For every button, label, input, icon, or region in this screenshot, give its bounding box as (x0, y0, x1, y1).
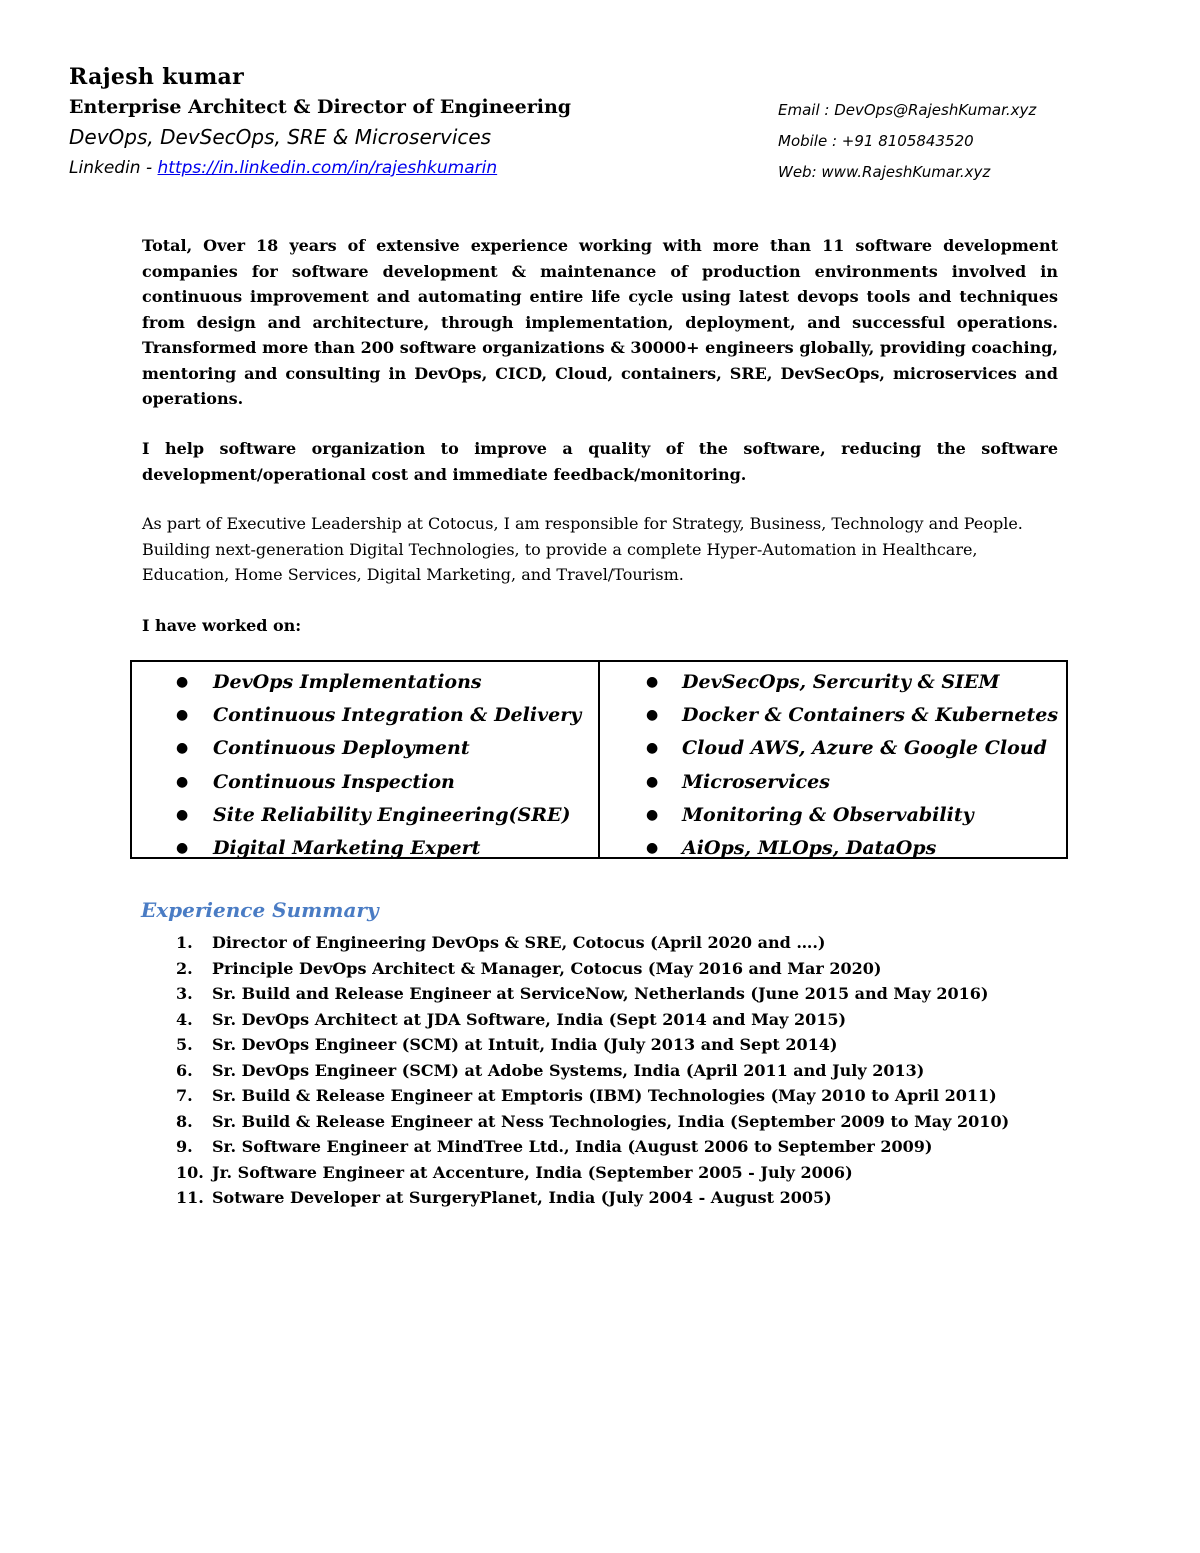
experience-item (142, 1160, 1142, 1186)
bullet-icon: ● (646, 806, 659, 823)
worked-on-heading: I have worked on: (142, 616, 302, 635)
experience-text: Sr. Build & Release Engineer at Emptoris (IBM) Technologies (May 2010 to April 2011) (212, 1086, 997, 1105)
skill-label: DevOps Implementations (213, 671, 482, 693)
skill-item (600, 666, 1066, 699)
skill-item (600, 766, 1066, 799)
bullet-icon: ● (176, 674, 189, 690)
skills-column-right (598, 662, 1066, 857)
experience-text: Sr. DevOps Engineer (SCM) at Intuit, India (July 2013 and Sept 2014) (212, 1035, 838, 1054)
skills-table (130, 660, 1068, 859)
job-title: Enterprise Architect & Director of Engineering (69, 96, 572, 118)
experience-text: Sr. DevOps Engineer (SCM) at Adobe Systems, India (April 2011 and July 2013) (212, 1060, 925, 1080)
experience-number: 8. (176, 1111, 193, 1131)
linkedin-link[interactable]: https://in.linkedin.com/in/rajeshkumarin (157, 158, 498, 178)
experience-text: Sr. DevOps Architect at JDA Software, India (Sept 2014 and May 2015) (212, 1009, 847, 1029)
experience-item (142, 1058, 1142, 1084)
skill-item (600, 699, 1066, 732)
bullet-icon: ● (646, 674, 659, 690)
skill-item (132, 832, 598, 865)
skill-label: Docker & Containers & Kubernetes (682, 704, 1059, 727)
experience-item (142, 956, 1142, 982)
skill-item (600, 732, 1066, 765)
experience-item (142, 930, 1142, 956)
experience-item (142, 1134, 1142, 1160)
experience-number: 1. (176, 933, 193, 952)
skill-item (600, 832, 1066, 865)
experience-item (142, 1185, 1142, 1211)
experience-text: Sr. Software Engineer at MindTree Ltd., India (August 2006 to September 2009) (212, 1137, 933, 1156)
experience-number: 2. (176, 958, 193, 978)
skill-label: Continuous Inspection (213, 770, 455, 793)
experience-number: 4. (176, 1009, 193, 1029)
bullet-icon: ● (176, 707, 189, 724)
experience-text: Jr. Software Engineer at Accenture, India (September 2005 - July 2006) (212, 1162, 853, 1182)
experience-item (142, 1109, 1142, 1135)
experience-number: 6. (176, 1060, 193, 1080)
experience-list (142, 930, 1142, 1211)
experience-text: Director of Engineering DevOps & SRE, Cotocus (April 2020 and ….) (212, 933, 826, 952)
skill-label: Cloud AWS, Azure & Google Cloud (682, 737, 1047, 760)
skill-label: Microservices (682, 770, 830, 793)
skills-list-left (132, 666, 598, 865)
summary-paragraph-1: Total, Over 18 years of extensive experience working with more than 11 software development companies for software development & maintenance of production environments involved in continuous improvement and automating entire life cycle using latest devops tools and techniques from design and architecture, through implementation, deployment, and successful operations. Transformed more than 200 software organizations & 30000+ engineers globally, providing coaching, mentoring and consulting in DevOps, CICD, Cloud, containers, SRE, DevSecOps, microservices and operations. (142, 236, 1058, 408)
skill-item (132, 799, 598, 832)
bullet-icon: ● (176, 806, 189, 823)
experience-item (142, 1032, 1142, 1058)
skill-label: Continuous Deployment (213, 737, 470, 760)
experience-item (142, 1007, 1142, 1033)
skill-label: Site Reliability Engineering(SRE) (213, 803, 571, 826)
linkedin-label: Linkedin - (69, 158, 158, 178)
skill-label: Monitoring & Observability (682, 803, 974, 826)
bullet-icon: ● (176, 740, 189, 757)
tagline: DevOps, DevSecOps, SRE & Microservices (69, 125, 492, 149)
experience-number: 3. (176, 984, 193, 1003)
bullet-icon: ● (646, 707, 659, 724)
experience-text: Sr. Build and Release Engineer at ServiceNow, Netherlands (June 2015 and May 2016) (212, 984, 989, 1003)
experience-text: Principle DevOps Architect & Manager, Cotocus (May 2016 and Mar 2020) (212, 958, 882, 978)
skill-label: AiOps, MLOps, DataOps (682, 836, 937, 859)
bullet-icon: ● (176, 839, 189, 856)
linkedin-line (69, 158, 497, 178)
summary-paragraph-3: As part of Executive Leadership at Cotocus, I am responsible for Strategy, Business, Technology and People. Building next-generation Digital Technologies, to provide a complete Hyper-Automation in Healthcare, Education, Home Services, Digital Marketing, and Travel/Tourism. (142, 514, 1023, 584)
contact-mobile: Mobile : +91 8105843520 (778, 132, 974, 150)
bullet-icon: ● (646, 839, 659, 856)
candidate-name: Rajesh kumar (69, 64, 245, 90)
experience-text: Sr. Build & Release Engineer at Ness Technologies, India (September 2009 to May 2010) (212, 1111, 1010, 1131)
skill-item (132, 666, 598, 699)
skill-item (132, 699, 598, 732)
experience-number: 7. (176, 1086, 193, 1105)
summary-paragraph-2: I help software organization to improve a quality of the software, reducing the software development/operational cost and immediate feedback/monitoring. (142, 439, 1058, 484)
experience-heading: Experience Summary (141, 898, 379, 922)
skill-label: Continuous Integration & Delivery (213, 704, 582, 727)
experience-number: 9. (176, 1137, 193, 1156)
experience-text: Sotware Developer at SurgeryPlanet, India (July 2004 - August 2005) (212, 1188, 832, 1207)
skills-column-left (132, 662, 598, 857)
skill-label: DevSecOps, Sercurity & SIEM (682, 671, 1000, 693)
experience-number: 5. (176, 1035, 193, 1054)
skill-item (132, 732, 598, 765)
bullet-icon: ● (646, 773, 659, 790)
skill-item (600, 799, 1066, 832)
bullet-icon: ● (646, 740, 659, 757)
bullet-icon: ● (176, 773, 189, 790)
experience-item (142, 981, 1142, 1007)
contact-email: Email : DevOps@RajeshKumar.xyz (778, 101, 1037, 119)
experience-number: 11. (176, 1188, 204, 1207)
skill-item (132, 766, 598, 799)
experience-number: 10. (176, 1162, 204, 1182)
contact-web: Web: www.RajeshKumar.xyz (778, 163, 991, 181)
skill-label: Digital Marketing Expert (213, 836, 481, 859)
skills-list-right (600, 666, 1066, 865)
experience-item (142, 1083, 1142, 1109)
